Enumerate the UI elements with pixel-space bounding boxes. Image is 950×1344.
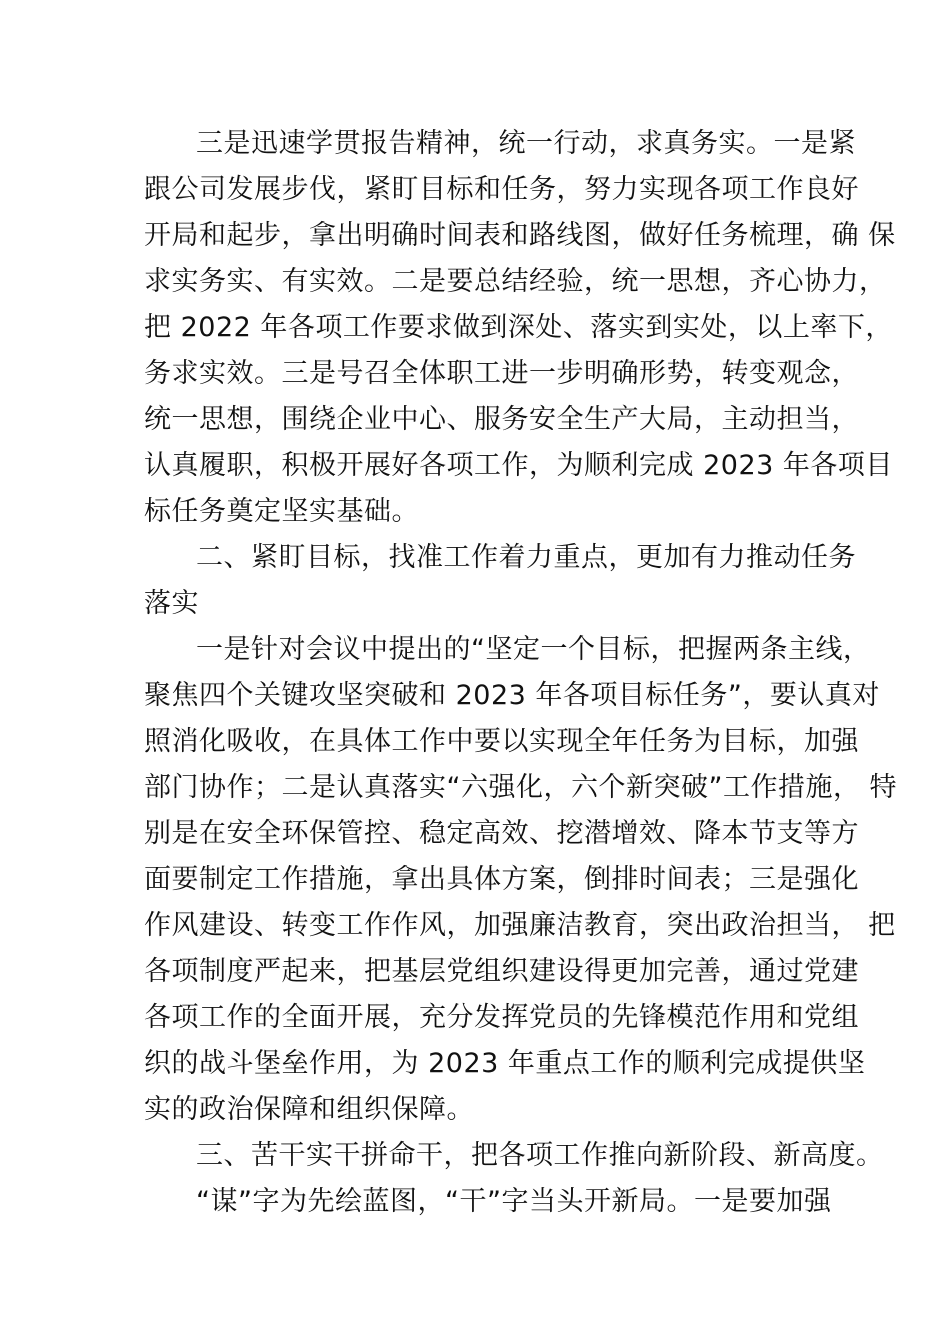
paragraph-line: 务求实效。三是号召全体职工进一步明确形势，转变观念， [144, 358, 859, 389]
heading-line: 二、紧盯目标，找准工作着力重点，更加有力推动任务 [196, 542, 856, 573]
paragraph-line: 一是针对会议中提出的“坚定一个目标，把握两条主线， [196, 634, 871, 665]
paragraph-line: “谋”字为先绘蓝图，“干”字当头开新局。一是要加强 [196, 1186, 832, 1217]
paragraph-line: 面要制定工作措施，拿出具体方案，倒排时间表；三是强化 [144, 864, 859, 895]
paragraph-line: 各项制度严起来，把基层党组织建设得更加完善，通过党建 [144, 956, 859, 987]
paragraph-line: 标任务奠定坚实基础。 [144, 496, 419, 527]
paragraph-line: 别是在安全环保管控、稳定高效、挖潜增效、降本节支等方 [144, 818, 859, 849]
paragraph-line: 求实务实、有实效。二是要总结经验，统一思想，齐心协力， [144, 266, 887, 297]
paragraph-line: 照消化吸收，在具体工作中要以实现全年任务为目标，加强 [144, 726, 859, 757]
paragraph-line: 织的战斗堡垒作用，为 2023 年重点工作的顺利完成提供坚 [144, 1048, 866, 1079]
paragraph-line: 统一思想，围绕企业中心、服务安全生产大局，主动担当， [144, 404, 859, 435]
paragraph-line: 聚焦四个关键攻坚突破和 2023 年各项目标任务”，要认真对 [144, 680, 880, 711]
paragraph-line: 三是迅速学贯报告精神，统一行动，求真务实。一是紧 [196, 128, 856, 159]
paragraph-line: 作风建设、转变工作作风，加强廉洁教育，突出政治担当， 把 [144, 910, 896, 941]
heading-line: 三、苦干实干拼命干，把各项工作推向新阶段、新高度。 [196, 1140, 884, 1171]
paragraph-line: 各项工作的全面开展，充分发挥党员的先锋模范作用和党组 [144, 1002, 859, 1033]
paragraph-line: 部门协作；二是认真落实“六强化，六个新突破”工作措施， 特 [144, 772, 898, 803]
paragraph-line: 把 2022 年各项工作要求做到深处、落实到实处，以上率下， [144, 312, 893, 343]
heading-line: 落实 [144, 588, 199, 619]
paragraph-line: 跟公司发展步伐，紧盯目标和任务，努力实现各项工作良好 [144, 174, 859, 205]
paragraph-line: 开局和起步，拿出明确时间表和路线图，做好任务梳理，确 保 [144, 220, 896, 251]
paragraph-line: 认真履职，积极开展好各项工作，为顺利完成 2023 年各项目 [144, 450, 893, 481]
paragraph-line: 实的政治保障和组织保障。 [144, 1094, 474, 1125]
